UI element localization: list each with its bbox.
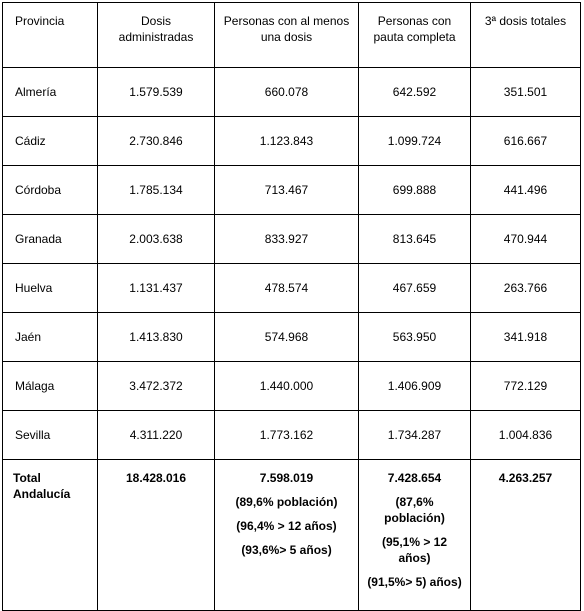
- table-row: [3, 68, 581, 117]
- tercera-cell: 441.496: [471, 166, 581, 215]
- dosis-cell: 2.730.846: [98, 117, 215, 166]
- provincia-cell: Sevilla: [3, 411, 98, 460]
- total-una-dosis: 7.598.019: [259, 471, 314, 485]
- tercera-cell: 1.004.836: [471, 411, 581, 460]
- una-dosis-cell: 660.078: [215, 68, 359, 117]
- total-una-dosis-note: (96,4% > 12 años): [236, 519, 337, 533]
- total-una-dosis-cell: [215, 460, 359, 611]
- header-dosis-administradas: Dosis administradas: [98, 3, 215, 68]
- total-label: Total Andalucía: [3, 460, 98, 611]
- pauta-cell: 1.406.909: [359, 362, 471, 411]
- dosis-cell: 4.311.220: [98, 411, 215, 460]
- provincia-cell: Málaga: [3, 362, 98, 411]
- pauta-cell: 642.592: [359, 68, 471, 117]
- una-dosis-cell: 833.927: [215, 215, 359, 264]
- total-pauta: 7.428.654: [387, 471, 442, 485]
- total-pauta-cell: [359, 460, 471, 611]
- dosis-cell: 1.131.437: [98, 264, 215, 313]
- provincia-cell: Huelva: [3, 264, 98, 313]
- una-dosis-cell: 1.123.843: [215, 117, 359, 166]
- tercera-cell: 772.129: [471, 362, 581, 411]
- provincia-cell: Cádiz: [3, 117, 98, 166]
- provincia-cell: Granada: [3, 215, 98, 264]
- header-provincia: Provincia: [3, 3, 98, 68]
- total-row: [3, 460, 581, 611]
- table-row: [3, 362, 581, 411]
- header-personas-una-dosis: Personas con al menos una dosis: [215, 3, 359, 68]
- total-dosis: 18.428.016: [98, 460, 215, 611]
- header-pauta-completa: Personas con pauta completa: [359, 3, 471, 68]
- table-row: [3, 215, 581, 264]
- tercera-cell: 470.944: [471, 215, 581, 264]
- dosis-cell: 1.579.539: [98, 68, 215, 117]
- total-tercera: 4.263.257: [471, 460, 581, 611]
- tercera-cell: 263.766: [471, 264, 581, 313]
- dosis-cell: 1.413.830: [98, 313, 215, 362]
- table-row: [3, 264, 581, 313]
- total-pauta-note: (91,5%> 5) años): [367, 575, 462, 589]
- provincia-cell: Córdoba: [3, 166, 98, 215]
- vaccination-table: [2, 2, 581, 611]
- dosis-cell: 1.785.134: [98, 166, 215, 215]
- una-dosis-cell: 478.574: [215, 264, 359, 313]
- tercera-cell: 351.501: [471, 68, 581, 117]
- pauta-cell: 813.645: [359, 215, 471, 264]
- tercera-cell: 616.667: [471, 117, 581, 166]
- una-dosis-cell: 1.440.000: [215, 362, 359, 411]
- dosis-cell: 2.003.638: [98, 215, 215, 264]
- provincia-cell: Almería: [3, 68, 98, 117]
- una-dosis-cell: 713.467: [215, 166, 359, 215]
- una-dosis-cell: 574.968: [215, 313, 359, 362]
- una-dosis-cell: 1.773.162: [215, 411, 359, 460]
- pauta-cell: 699.888: [359, 166, 471, 215]
- total-pauta-note: (95,1% > 12 años): [381, 535, 448, 565]
- header-row: [3, 3, 581, 68]
- pauta-cell: 563.950: [359, 313, 471, 362]
- pauta-cell: 467.659: [359, 264, 471, 313]
- pauta-cell: 1.099.724: [359, 117, 471, 166]
- provincia-cell: Jaén: [3, 313, 98, 362]
- table-row: [3, 117, 581, 166]
- table-row: [3, 313, 581, 362]
- total-pauta-note: (87,6% población): [384, 495, 445, 525]
- tercera-cell: 341.918: [471, 313, 581, 362]
- table-row: [3, 411, 581, 460]
- total-una-dosis-note: (89,6% población): [235, 495, 338, 509]
- table-row: [3, 166, 581, 215]
- dosis-cell: 3.472.372: [98, 362, 215, 411]
- header-tercera-dosis: 3ª dosis totales: [471, 3, 581, 68]
- pauta-cell: 1.734.287: [359, 411, 471, 460]
- total-una-dosis-note: (93,6%> 5 años): [241, 543, 332, 557]
